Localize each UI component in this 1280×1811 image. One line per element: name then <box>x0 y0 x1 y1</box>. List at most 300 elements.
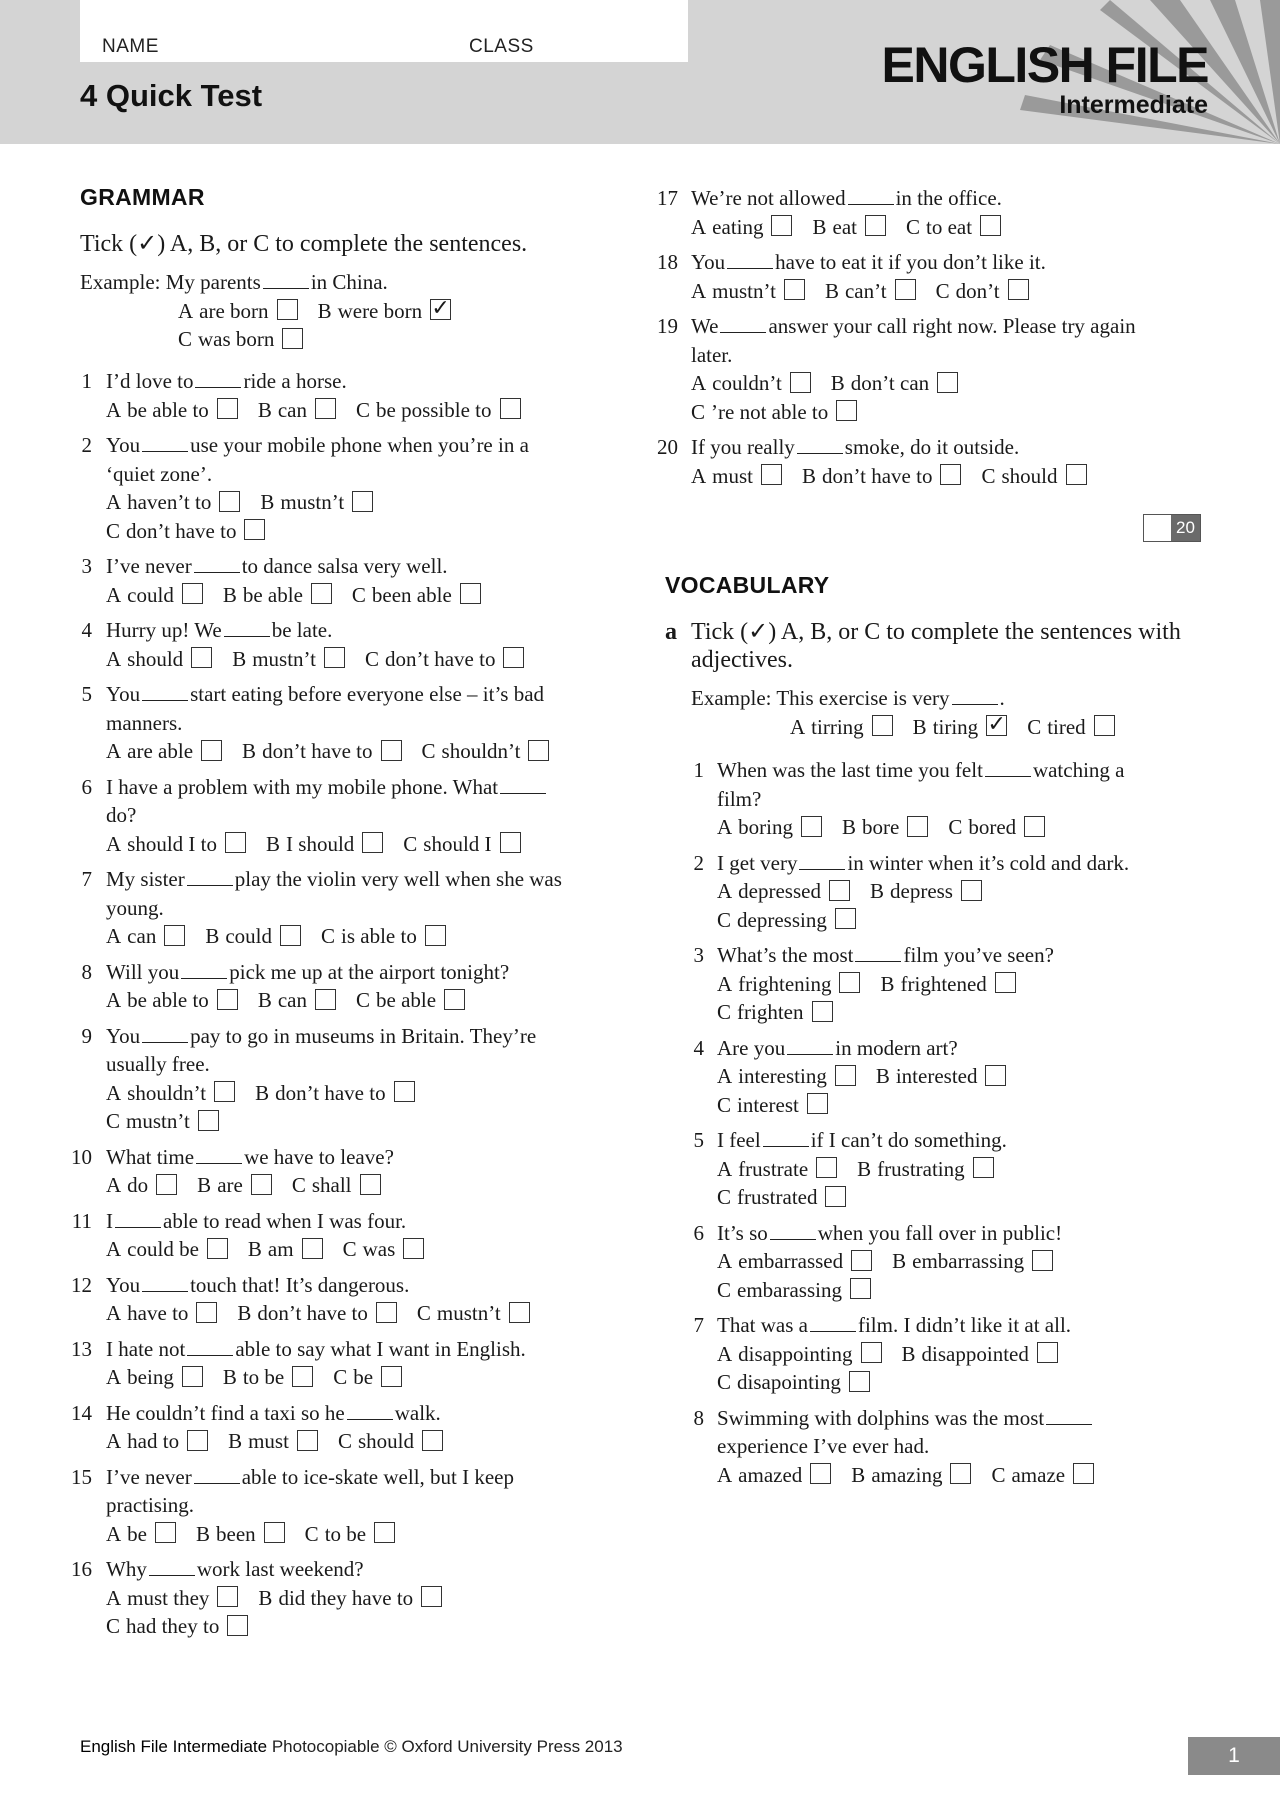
vocab-item-number: 3 <box>693 943 704 967</box>
option-text: should <box>127 646 184 671</box>
tick-box[interactable] <box>503 647 524 668</box>
sentence-part: I’ve never <box>106 1464 192 1489</box>
tick-box[interactable] <box>865 215 886 236</box>
grammar-example-sentence <box>80 268 388 296</box>
vocab-item-text <box>717 785 761 813</box>
sentence-part: This exercise is very <box>776 686 950 710</box>
tick-box[interactable] <box>500 398 521 419</box>
tick-box[interactable] <box>907 816 928 837</box>
grammar-option-a <box>106 1235 248 1263</box>
tick-box[interactable] <box>198 1110 219 1131</box>
option-text: are able <box>127 739 194 763</box>
grammar-options-row <box>106 737 569 765</box>
tick-box[interactable] <box>850 1278 871 1299</box>
tick-box[interactable] <box>829 880 850 901</box>
grammar-option-c <box>106 517 285 545</box>
sentence-part: to dance salsa very well. <box>241 554 448 578</box>
grammar-option-c <box>356 396 541 424</box>
grammar-item-text <box>106 801 136 829</box>
tick-box[interactable] <box>961 880 982 901</box>
tick-box[interactable] <box>851 1250 872 1271</box>
option-letter: B <box>266 831 281 856</box>
grammar-option-c <box>422 737 570 765</box>
grammar-item-text <box>691 433 1019 461</box>
tick-box[interactable] <box>376 1302 397 1323</box>
tick-box[interactable] <box>225 832 246 853</box>
grammar-option-b <box>196 1520 305 1548</box>
option-letter: A <box>691 371 707 395</box>
grammar-option-b <box>205 922 321 950</box>
vocab-options-row <box>717 1276 891 1304</box>
tick-box[interactable] <box>214 1081 235 1102</box>
answer-blank <box>952 688 998 705</box>
option-letter: B <box>237 1301 252 1325</box>
tick-box[interactable] <box>980 215 1001 236</box>
sentence-part: Swimming with dolphins was the most <box>717 1405 1045 1430</box>
option-text: shouldn’t <box>441 739 521 763</box>
option-letter: C <box>333 1365 348 1389</box>
grammar-example-option-b <box>318 297 472 325</box>
sentence-part: Will you <box>106 959 180 984</box>
sentence-part: ride a horse. <box>243 369 347 393</box>
vocab-options-row <box>717 1461 1114 1489</box>
option-letter: B <box>260 490 275 514</box>
sentence-part: I hate not <box>106 1336 186 1361</box>
tick-box[interactable] <box>217 989 238 1010</box>
sentence-part: able to read when I was four. <box>163 1208 407 1233</box>
tick-box[interactable] <box>1032 1250 1053 1271</box>
tick-box[interactable] <box>155 1522 176 1543</box>
tick-box[interactable] <box>277 299 298 320</box>
vocab-option-b <box>892 1247 1073 1275</box>
option-letter: B <box>205 924 220 948</box>
option-letter: A <box>106 1080 122 1105</box>
option-text: interest <box>737 1092 799 1117</box>
option-text: can <box>277 988 307 1012</box>
option-letter: B <box>880 971 895 996</box>
option-text: mustn’t <box>280 490 345 514</box>
grammar-heading: GRAMMAR <box>80 184 205 210</box>
option-text: be able <box>242 582 303 607</box>
grammar-option-c <box>292 1171 401 1199</box>
option-text: did they have to <box>278 1585 414 1610</box>
sentence-part: Are you <box>717 1035 786 1060</box>
tick-box[interactable] <box>460 583 481 604</box>
grammar-item-text <box>106 1491 194 1519</box>
sentence-part: be late. <box>271 618 333 642</box>
tick-box[interactable] <box>292 1366 313 1387</box>
grammar-item-text <box>106 865 562 893</box>
grammar-option-c <box>338 1427 463 1455</box>
grammar-option-a <box>106 1427 228 1455</box>
sentence-part: I get very <box>717 850 798 875</box>
tick-box[interactable] <box>297 1430 318 1451</box>
option-text: don’t have to <box>126 518 237 543</box>
page-title: 4 Quick Test <box>80 78 263 113</box>
option-text: don’t <box>955 278 1000 303</box>
sentence-part: If you really <box>691 435 795 459</box>
tick-box[interactable] <box>771 215 792 236</box>
vocab-item-text <box>717 1311 1071 1339</box>
grammar-option-a <box>691 213 812 241</box>
option-text: had they to <box>126 1614 220 1638</box>
tick-box[interactable] <box>825 1186 846 1207</box>
option-letter: A <box>717 1064 733 1088</box>
option-letter: B <box>196 1521 211 1546</box>
answer-blank <box>196 1147 242 1164</box>
grammar-option-a <box>106 830 266 858</box>
answer-blank <box>195 371 241 388</box>
option-letter: B <box>257 397 272 422</box>
vocab-example-option-b <box>913 713 1028 741</box>
option-text: are born <box>199 298 269 323</box>
vocab-options-row <box>717 1340 1078 1368</box>
option-text: being <box>127 1365 174 1389</box>
grammar-item-number: 1 <box>81 369 92 393</box>
vocab-option-a <box>717 1062 876 1090</box>
option-letter: B <box>857 1156 872 1181</box>
tick-box[interactable] <box>1024 816 1045 837</box>
tick-box[interactable] <box>217 398 238 419</box>
grammar-option-c <box>333 1363 422 1391</box>
tick-box[interactable] <box>352 491 373 512</box>
option-letter: C <box>106 1109 121 1133</box>
vocab-option-c <box>991 1461 1114 1489</box>
tick-box[interactable] <box>164 925 185 946</box>
tick-box[interactable] <box>280 925 301 946</box>
grammar-option-b <box>237 1299 416 1327</box>
tick-box[interactable] <box>950 1463 971 1484</box>
tick-box[interactable] <box>937 372 958 393</box>
tick-box[interactable] <box>985 1065 1006 1086</box>
option-text: mustn’t <box>126 1109 190 1133</box>
answer-blank <box>181 962 227 979</box>
grammar-options-row <box>106 1107 239 1135</box>
option-text: tirring <box>811 714 864 739</box>
option-letter: A <box>106 1585 122 1610</box>
option-text: can’t <box>844 278 887 303</box>
option-text: disappointed <box>921 1341 1029 1366</box>
option-letter: B <box>851 1462 866 1487</box>
tick-box[interactable] <box>315 398 336 419</box>
option-text: mustn’t <box>252 646 316 671</box>
tick-box[interactable] <box>784 279 805 300</box>
grammar-example-option-a <box>178 297 318 325</box>
option-text: frighten <box>737 1000 804 1024</box>
vocab-option-b <box>857 1155 1014 1183</box>
tick-box[interactable] <box>861 1342 882 1363</box>
option-text: frustrating <box>877 1156 965 1181</box>
option-text: should <box>1001 463 1058 488</box>
grammar-item-text <box>691 341 732 369</box>
sentence-part: I feel <box>717 1128 761 1152</box>
grammar-option-b <box>258 986 356 1014</box>
tick-box[interactable] <box>1008 279 1029 300</box>
vocab-option-b <box>842 813 948 841</box>
grammar-option-b <box>258 1584 462 1612</box>
option-text: have to <box>127 1301 189 1325</box>
tick-box[interactable] <box>282 328 303 349</box>
grammar-item-number: 9 <box>81 1023 92 1048</box>
option-letter: B <box>255 1080 270 1105</box>
grammar-item-number: 13 <box>71 1336 92 1361</box>
vocab-item-text <box>717 756 1124 784</box>
option-letter: C <box>351 582 366 607</box>
grammar-item-text <box>106 552 448 580</box>
sentence-part: when you fall over in public! <box>817 1220 1063 1245</box>
grammar-option-a <box>106 737 242 765</box>
option-text: shall <box>311 1173 352 1197</box>
option-letter: A <box>717 815 733 839</box>
sentence-part: You <box>106 682 141 706</box>
grammar-option-b <box>223 581 352 609</box>
tick-box[interactable] <box>374 1522 395 1543</box>
vocab-item-number: 2 <box>693 850 704 875</box>
option-letter: B <box>222 582 237 607</box>
tick-box[interactable] <box>182 1366 203 1387</box>
tick-box[interactable] <box>381 740 402 761</box>
grammar-option-c <box>343 1235 445 1263</box>
sentence-part: watching a <box>1032 758 1125 782</box>
tick-box[interactable] <box>790 372 811 393</box>
option-letter: A <box>717 971 733 996</box>
vocab-options-row <box>717 1247 1073 1275</box>
option-letter: C <box>421 739 436 763</box>
grammar-item-number: 16 <box>71 1557 92 1581</box>
tick-box[interactable] <box>849 1371 870 1392</box>
option-text: frightening <box>738 971 832 996</box>
grammar-options-row <box>106 922 466 950</box>
tick-box[interactable] <box>201 740 222 761</box>
footer-copyright <box>80 1737 623 1757</box>
sentence-part: He couldn’t find a taxi so he <box>106 1400 345 1425</box>
tick-box[interactable] <box>394 1081 415 1102</box>
option-letter: C <box>355 988 370 1012</box>
grammar-example-options <box>178 297 471 325</box>
tick-box[interactable] <box>360 1174 381 1195</box>
option-text: amazing <box>871 1462 943 1487</box>
tick-box[interactable] <box>810 1463 831 1484</box>
tick-box[interactable] <box>217 1586 238 1607</box>
option-text: eat <box>832 214 857 239</box>
option-text: depressing <box>737 907 827 932</box>
option-text: ’re not able to <box>711 399 829 424</box>
option-letter: C <box>416 1301 431 1325</box>
tick-box[interactable] <box>807 1093 828 1114</box>
tick-box[interactable] <box>1094 715 1115 736</box>
grammar-option-a <box>106 1363 223 1391</box>
vocab-option-a <box>717 1461 851 1489</box>
tick-box[interactable] <box>801 816 822 837</box>
option-letter: C <box>691 399 706 424</box>
tick-box[interactable] <box>500 832 521 853</box>
sentence-part: It’s so <box>717 1220 768 1245</box>
tick-box[interactable] <box>251 1174 272 1195</box>
option-text: been <box>216 1521 256 1546</box>
grammar-options-row <box>106 1171 401 1199</box>
answer-blank <box>187 1339 233 1356</box>
vocab-option-c <box>717 1368 890 1396</box>
option-letter: B <box>842 815 857 839</box>
answer-blank <box>194 556 240 573</box>
tick-box[interactable] <box>187 1430 208 1451</box>
option-letter: A <box>106 988 122 1012</box>
grammar-item-number: 11 <box>71 1208 92 1233</box>
sentence-part: When was the last time you felt <box>717 758 983 782</box>
grammar-option-b <box>248 1235 343 1263</box>
tick-box[interactable] <box>302 1238 323 1259</box>
tick-box[interactable] <box>509 1302 530 1323</box>
tick-box[interactable] <box>425 925 446 946</box>
grammar-score-box[interactable] <box>1143 514 1201 542</box>
tick-box[interactable] <box>816 1157 837 1178</box>
answer-blank <box>810 1315 856 1332</box>
vocab-option-a <box>717 1247 892 1275</box>
grammar-item-text <box>106 1399 441 1427</box>
option-letter: A <box>717 1249 733 1273</box>
option-text: bore <box>862 815 900 839</box>
grammar-item-text <box>106 1271 409 1299</box>
vocab-example-sentence <box>691 684 1005 712</box>
option-letter: B <box>222 1365 237 1389</box>
option-letter: C <box>981 463 996 488</box>
option-letter: A <box>106 490 122 514</box>
grammar-option-c <box>403 830 540 858</box>
option-text: be <box>353 1365 374 1389</box>
tick-box[interactable] <box>191 647 212 668</box>
tick-box[interactable] <box>940 464 961 485</box>
vocab-option-b <box>870 877 1002 905</box>
tick-box[interactable] <box>973 1157 994 1178</box>
vocab-options-row <box>717 1368 890 1396</box>
option-letter: B <box>802 463 817 488</box>
option-text: had to <box>127 1429 180 1453</box>
sentence-part: film you’ve seen? <box>903 943 1054 967</box>
grammar-item-number: 14 <box>71 1400 92 1425</box>
tick-box[interactable] <box>219 491 240 512</box>
sentence-part: That was a <box>717 1313 808 1337</box>
tick-box[interactable] <box>196 1302 217 1323</box>
tick-box[interactable] <box>835 908 856 929</box>
answer-blank <box>142 1026 188 1043</box>
grammar-option-b <box>197 1171 292 1199</box>
tick-box[interactable] <box>761 464 782 485</box>
grammar-options-row <box>106 645 544 673</box>
vocab-option-c <box>717 1183 866 1211</box>
name-class-box <box>80 0 688 62</box>
tick-box[interactable] <box>381 1366 402 1387</box>
grammar-item-text <box>106 616 332 644</box>
grammar-item-text <box>691 248 1046 276</box>
grammar-option-a <box>106 1520 196 1548</box>
grammar-options-row <box>106 1079 435 1107</box>
option-text: are <box>217 1173 243 1197</box>
option-letter: C <box>991 1462 1006 1487</box>
tick-box[interactable]: ✓ <box>987 712 1006 737</box>
answer-blank <box>347 1403 393 1420</box>
tick-box[interactable] <box>421 1586 442 1607</box>
vocab-options-row <box>717 877 1002 905</box>
tick-box[interactable] <box>1037 1342 1058 1363</box>
option-text: embarrassing <box>912 1249 1025 1273</box>
tick-box[interactable] <box>311 583 332 604</box>
sentence-part: practising. <box>106 1493 195 1517</box>
tick-box[interactable] <box>244 519 265 540</box>
vocab-item-number: 1 <box>693 758 704 782</box>
option-text: don’t have to <box>275 1080 386 1105</box>
tick-box[interactable] <box>207 1238 228 1259</box>
option-text: be able <box>376 988 437 1012</box>
option-text: could be <box>127 1237 199 1261</box>
grammar-options-row <box>691 398 877 426</box>
tick-box[interactable] <box>835 1065 856 1086</box>
option-letter: A <box>691 463 707 488</box>
tick-box[interactable] <box>1073 1463 1094 1484</box>
sentence-part: in China. <box>310 270 388 294</box>
tick-box[interactable] <box>362 832 383 853</box>
grammar-option-b <box>228 1427 338 1455</box>
grammar-option-c <box>691 398 877 426</box>
option-text: couldn’t <box>712 371 782 395</box>
tick-box[interactable] <box>315 989 336 1010</box>
grammar-option-c <box>981 462 1106 490</box>
tick-box[interactable] <box>422 1430 443 1451</box>
grammar-item-text <box>106 773 548 801</box>
tick-box[interactable] <box>995 972 1016 993</box>
answer-blank <box>263 272 309 289</box>
vocabulary-instruction-cont: adjectives. <box>691 647 793 673</box>
option-letter: C <box>717 1370 732 1394</box>
sentence-part: You <box>106 433 141 457</box>
grammar-options-row <box>691 369 978 397</box>
vocab-item-text <box>717 1126 1007 1154</box>
grammar-options-row <box>106 986 485 1014</box>
tick-box[interactable] <box>839 972 860 993</box>
tick-box[interactable] <box>324 647 345 668</box>
option-text: shouldn’t <box>127 1080 207 1105</box>
sentence-part: I <box>106 1208 113 1233</box>
tick-box[interactable]: ✓ <box>431 296 450 321</box>
example-label: Example: <box>80 270 166 294</box>
tick-box[interactable] <box>812 1001 833 1022</box>
grammar-option-c <box>365 645 544 673</box>
grammar-option-c <box>936 277 1049 305</box>
grammar-options-row <box>106 1363 422 1391</box>
option-text: amaze <box>1011 1462 1066 1487</box>
option-text: haven’t to <box>127 490 212 514</box>
vocab-option-c <box>717 1276 891 1304</box>
sentence-part: walk. <box>394 1400 441 1425</box>
tick-box[interactable] <box>156 1174 177 1195</box>
sentence-part: able to ice-skate well, but I keep <box>241 1464 515 1489</box>
tick-box[interactable] <box>403 1238 424 1259</box>
option-text: disapointing <box>737 1370 841 1394</box>
grammar-option-c <box>356 986 485 1014</box>
option-text: don’t have to <box>385 646 496 671</box>
vocab-item-text <box>717 1432 929 1460</box>
option-text: should I to <box>127 831 218 856</box>
option-text: frustrated <box>737 1185 818 1209</box>
tick-box[interactable] <box>872 715 893 736</box>
tick-box[interactable] <box>444 989 465 1010</box>
tick-box[interactable] <box>227 1615 248 1636</box>
tick-box[interactable] <box>1066 464 1087 485</box>
tick-box[interactable] <box>836 400 857 421</box>
tick-box[interactable] <box>182 583 203 604</box>
tick-box[interactable] <box>895 279 916 300</box>
tick-box[interactable] <box>528 740 549 761</box>
tick-box[interactable] <box>264 1522 285 1543</box>
